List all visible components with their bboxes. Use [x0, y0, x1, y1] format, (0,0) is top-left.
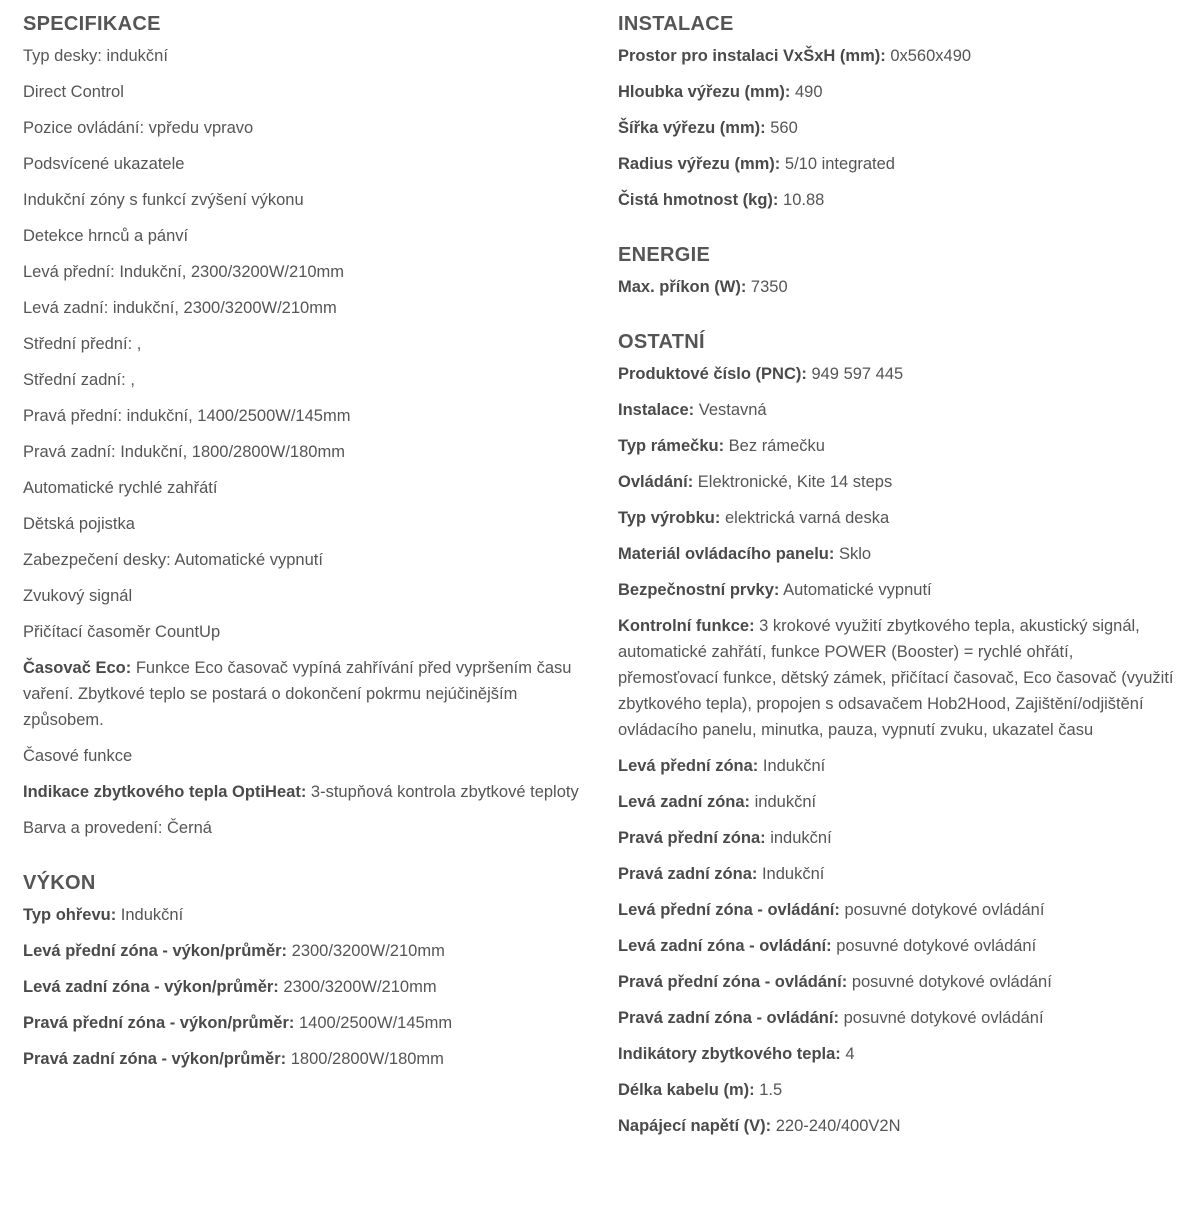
spec-item: [23, 815, 583, 841]
spec-item: [23, 655, 583, 733]
spec-item: [23, 439, 583, 465]
spec-value: 3 krokové využití zbytkového tepla, akustický signál, automatické zahřátí, funkce POWER (Booster) = rychlé ohřátí, přemosťovací funkce, dětský zámek, přičítací časovač, Eco časovač (využití zbytkového tepla), propojen s odsavačem Hob2Hood, Zajištění/odjištění ovládacího panelu, minutka, pauza, vypnutí zvuku, ukazatel času: [618, 617, 1174, 739]
spec-item: [618, 969, 1178, 995]
spec-value: 3-stupňová kontrola zbytkové teploty: [310, 783, 579, 801]
spec-value: 2300/3200W/210mm: [283, 978, 437, 996]
spec-item: [23, 902, 583, 928]
spec-key: Typ rámečku:: [618, 437, 725, 455]
spec-value: posuvné dotykové ovládání: [836, 937, 1037, 955]
spec-key: Indikace zbytkového tepla OptiHeat:: [23, 783, 307, 801]
spec-key: Produktové číslo (PNC):: [618, 365, 807, 383]
spec-item: [23, 223, 583, 249]
spec-key: Levá přední zóna - výkon/průměr:: [23, 942, 288, 960]
spec-value: posuvné dotykové ovládání: [844, 901, 1045, 919]
spec-key: Délka kabelu (m):: [618, 1081, 755, 1099]
section-vykon: [23, 851, 583, 1072]
spec-item: [618, 115, 1178, 141]
spec-key: Pravá přední zóna:: [618, 829, 766, 847]
spec-item: [23, 1010, 583, 1036]
spec-item: [618, 825, 1178, 851]
spec-key: Radius výřezu (mm):: [618, 155, 781, 173]
spec-value: Střední přední: ,: [23, 335, 142, 353]
spec-item: [618, 1041, 1178, 1067]
section-title: VÝKON: [23, 872, 96, 894]
spec-item: [618, 469, 1178, 495]
spec-item: [618, 1077, 1178, 1103]
spec-item: [618, 505, 1178, 531]
spec-key: Bezpečnostní prvky:: [618, 581, 780, 599]
spec-value: Automatické vypnutí: [783, 581, 932, 599]
spec-key: Max. příkon (W):: [618, 278, 747, 296]
left-column: [23, 0, 583, 1082]
spec-item: [618, 397, 1178, 423]
spec-value: 490: [794, 83, 823, 101]
right-column: [618, 0, 1178, 1149]
spec-value: Typ desky: indukční: [23, 47, 168, 65]
spec-item: [23, 79, 583, 105]
spec-value: Střední zadní: ,: [23, 371, 135, 389]
spec-item: [618, 613, 1178, 743]
spec-item: [618, 541, 1178, 567]
spec-item: [618, 1113, 1178, 1139]
spec-item: [618, 789, 1178, 815]
spec-item: [618, 933, 1178, 959]
spec-key: Pravá přední zóna - výkon/průměr:: [23, 1014, 295, 1032]
spec-item: [618, 151, 1178, 177]
spec-item: [618, 361, 1178, 387]
spec-item: [618, 187, 1178, 213]
spec-item: [23, 779, 583, 805]
spec-value: Pozice ovládání: vpředu vpravo: [23, 119, 254, 137]
spec-value: Barva a provedení: Černá: [23, 819, 212, 837]
spec-value: Automatické rychlé zahřátí: [23, 479, 218, 497]
spec-key: Pravá zadní zóna - ovládání:: [618, 1009, 839, 1027]
spec-value: 1.5: [759, 1081, 783, 1099]
spec-item: [23, 938, 583, 964]
spec-item: [23, 403, 583, 429]
spec-item: [618, 577, 1178, 603]
spec-list: [23, 902, 583, 1072]
spec-list: [618, 43, 1178, 213]
spec-value: posuvné dotykové ovládání: [843, 1009, 1044, 1027]
spec-item: [23, 115, 583, 141]
spec-value: 1400/2500W/145mm: [299, 1014, 453, 1032]
spec-item: [23, 43, 583, 69]
spec-item: [23, 547, 583, 573]
spec-value: 7350: [750, 278, 788, 296]
spec-item: [23, 511, 583, 537]
spec-key: Pravá přední zóna - ovládání:: [618, 973, 848, 991]
spec-value: indukční: [770, 829, 832, 847]
section-title: SPECIFIKACE: [23, 13, 161, 35]
spec-key: Kontrolní funkce:: [618, 617, 755, 635]
spec-value: Pravá zadní: Indukční, 1800/2800W/180mm: [23, 443, 345, 461]
spec-key: Levá zadní zóna:: [618, 793, 751, 811]
spec-value: 10.88: [783, 191, 825, 209]
spec-list: [23, 43, 583, 841]
spec-item: [23, 259, 583, 285]
spec-value: 220-240/400V2N: [775, 1117, 901, 1135]
spec-value: posuvné dotykové ovládání: [851, 973, 1052, 991]
spec-key: Materiál ovládacího panelu:: [618, 545, 835, 563]
spec-value: Indukční zóny s funkcí zvýšení výkonu: [23, 191, 304, 209]
spec-item: [23, 743, 583, 769]
spec-item: [23, 1046, 583, 1072]
spec-key: Levá přední zóna:: [618, 757, 759, 775]
spec-key: Napájecí napětí (V):: [618, 1117, 772, 1135]
spec-key: Levá zadní zóna - ovládání:: [618, 937, 832, 955]
spec-item: [23, 583, 583, 609]
spec-value: Elektronické, Kite 14 steps: [697, 473, 893, 491]
spec-value: Indukční: [761, 865, 825, 883]
spec-value: 2300/3200W/210mm: [291, 942, 445, 960]
spec-key: Šířka výřezu (mm):: [618, 119, 766, 137]
spec-value: Přičítací časoměr CountUp: [23, 623, 221, 641]
section-energie: [618, 223, 1178, 300]
spec-list: [618, 274, 1178, 300]
spec-value: 560: [770, 119, 798, 137]
spec-key: Typ ohřevu:: [23, 906, 117, 924]
spec-value: 949 597 445: [811, 365, 904, 383]
spec-key: Časovač Eco:: [23, 659, 132, 677]
spec-key: Pravá zadní zóna:: [618, 865, 758, 883]
spec-value: Funkce Eco časovač vypíná zahřívání před vypršením času vaření. Zbytkové teplo se postará o dokončení pokrmu nejúčinějším způsobem.: [23, 659, 572, 729]
spec-value: Indukční: [762, 757, 826, 775]
spec-value: Indukční: [120, 906, 184, 924]
spec-item: [618, 274, 1178, 300]
spec-key: Ovládání:: [618, 473, 694, 491]
spec-value: elektrická varná deska: [724, 509, 890, 527]
spec-item: [23, 475, 583, 501]
section-specifikace: [23, 0, 583, 841]
section-title: ENERGIE: [618, 244, 711, 266]
spec-list: [618, 361, 1178, 1139]
spec-key: Levá zadní zóna - výkon/průměr:: [23, 978, 279, 996]
spec-value: Detekce hrnců a pánví: [23, 227, 189, 245]
spec-value: indukční: [754, 793, 817, 811]
spec-item: [618, 43, 1178, 69]
section-title: OSTATNÍ: [618, 331, 705, 353]
spec-key: Levá přední zóna - ovládání:: [618, 901, 840, 919]
spec-key: Čistá hmotnost (kg):: [618, 191, 779, 209]
spec-item: [23, 331, 583, 357]
spec-value: Zvukový signál: [23, 587, 133, 605]
spec-key: Pravá zadní zóna - výkon/průměr:: [23, 1050, 287, 1068]
spec-item: [618, 79, 1178, 105]
section-title: INSTALACE: [618, 13, 734, 35]
section-instalace: [618, 0, 1178, 213]
spec-value: 1800/2800W/180mm: [290, 1050, 444, 1068]
spec-item: [618, 433, 1178, 459]
spec-item: [618, 897, 1178, 923]
spec-value: Vestavná: [698, 401, 767, 419]
spec-item: [618, 861, 1178, 887]
spec-value: Sklo: [838, 545, 872, 563]
spec-value: Bez rámečku: [728, 437, 825, 455]
spec-item: [23, 187, 583, 213]
spec-value: Levá zadní: indukční, 2300/3200W/210mm: [23, 299, 337, 317]
spec-item: [23, 151, 583, 177]
spec-item: [23, 974, 583, 1000]
spec-value: 0x560x490: [890, 47, 972, 65]
spec-item: [618, 753, 1178, 779]
spec-value: Levá přední: Indukční, 2300/3200W/210mm: [23, 263, 345, 281]
spec-value: 5/10 integrated: [784, 155, 895, 173]
spec-item: [618, 1005, 1178, 1031]
spec-value: Direct Control: [23, 83, 124, 101]
spec-value: 4: [845, 1045, 855, 1063]
spec-item: [23, 295, 583, 321]
spec-value: Časové funkce: [23, 747, 133, 765]
spec-item: [23, 367, 583, 393]
spec-key: Hloubka výřezu (mm):: [618, 83, 791, 101]
spec-key: Typ výrobku:: [618, 509, 721, 527]
spec-item: [23, 619, 583, 645]
spec-key: Prostor pro instalaci VxŠxH (mm):: [618, 47, 886, 65]
spec-value: Dětská pojistka: [23, 515, 135, 533]
spec-key: Instalace:: [618, 401, 695, 419]
section-ostatni: [618, 310, 1178, 1139]
spec-value: Zabezpečení desky: Automatické vypnutí: [23, 551, 323, 569]
spec-key: Indikátory zbytkového tepla:: [618, 1045, 841, 1063]
spec-value: Pravá přední: indukční, 1400/2500W/145mm: [23, 407, 351, 425]
spec-value: Podsvícené ukazatele: [23, 155, 185, 173]
